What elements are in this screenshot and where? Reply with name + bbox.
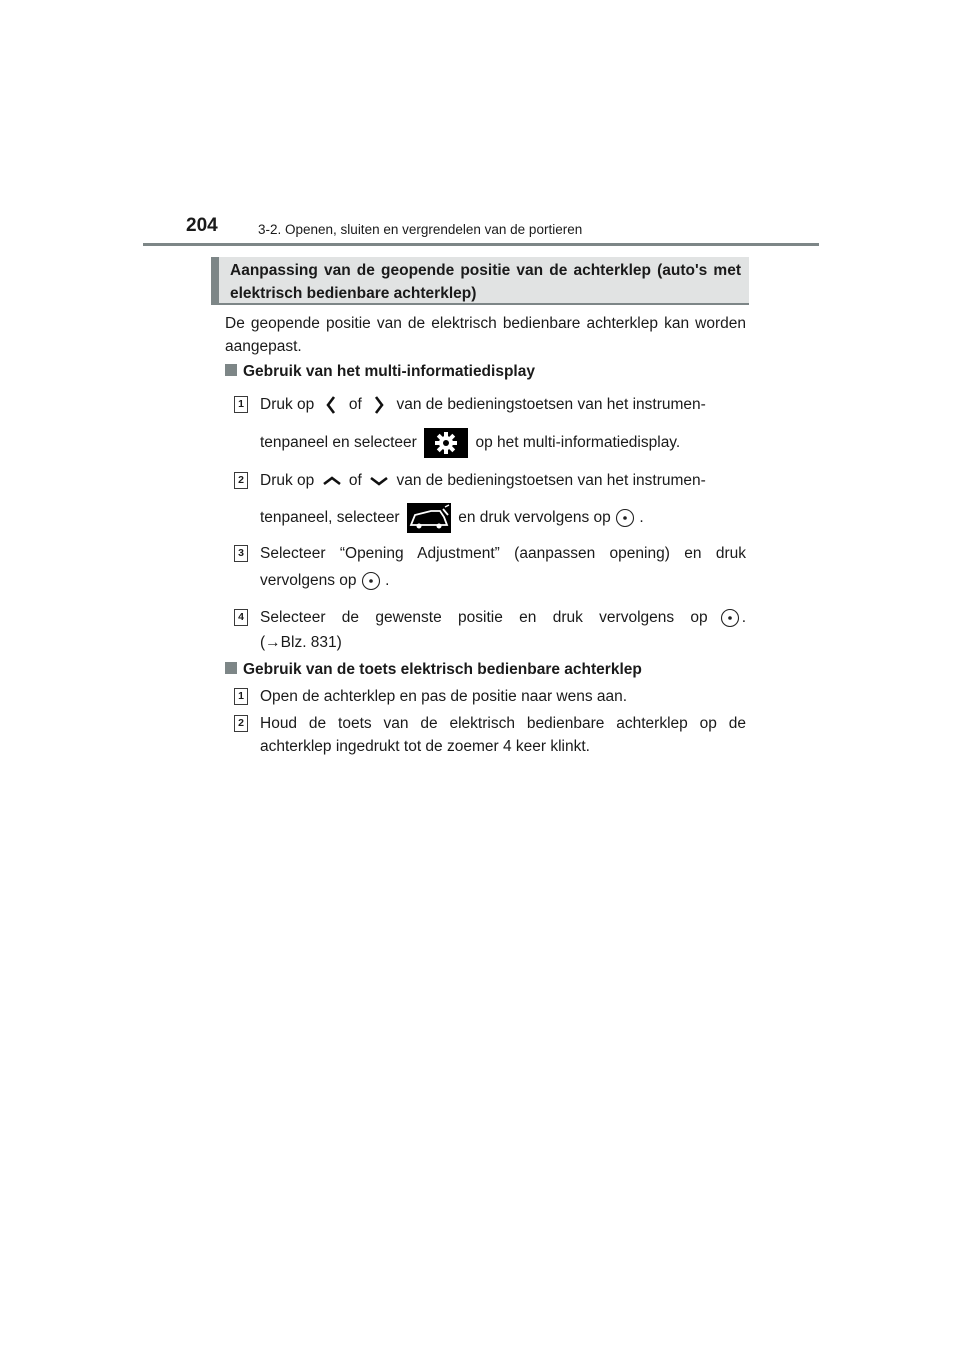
- gear-icon: [424, 428, 468, 458]
- step-text: op het multi-informatiedisplay.: [475, 434, 681, 452]
- subheading-tailgate-switch: [225, 658, 642, 681]
- step-text: Druk op: [260, 472, 315, 489]
- step-number-badge: 2: [234, 472, 248, 489]
- step-1-line-1: [260, 393, 746, 416]
- step-text: tenpaneel, selecteer: [260, 509, 400, 526]
- step-3-line-2: [260, 569, 746, 593]
- subheading-text: Gebruik van het multi-informatiedisplay: [243, 363, 535, 380]
- chevron-right-icon: [366, 394, 392, 416]
- step-text: vervolgens op: [260, 572, 357, 589]
- step-text: Open de achterklep en pas de positie naar wens aan.: [260, 688, 628, 705]
- step-number-badge: 4: [234, 609, 248, 626]
- subheading-multi-display: [225, 360, 535, 383]
- step-1-line-2: [260, 428, 746, 458]
- square-bullet-icon: [225, 662, 237, 674]
- step-text: .: [741, 609, 746, 626]
- step-2-line-1: [260, 469, 746, 492]
- ok-button-icon: [361, 571, 381, 591]
- chevron-down-icon: [366, 470, 392, 492]
- section-heading-box: Aanpassing van de geopende positie van de achterklep (auto's met elektrisch bedienbare achterklep): [211, 257, 749, 305]
- step-text: tenpaneel en selecteer: [260, 434, 417, 452]
- step-text: of: [348, 396, 362, 413]
- page-number: 204: [186, 215, 218, 236]
- header-rule: [143, 243, 819, 246]
- chevron-left-icon: [319, 394, 345, 416]
- square-bullet-icon: [225, 364, 237, 376]
- step-2-line-2: [260, 502, 746, 534]
- intro-paragraph: De geopende positie van de elektrisch bedienbare achterklep kan worden aangepast.: [225, 315, 746, 355]
- subheading-text: Gebruik van de toets elektrisch bedienbare achterklep: [243, 661, 642, 678]
- chevron-up-icon: [319, 470, 345, 492]
- step-text: Druk op: [260, 396, 315, 413]
- step-text: .: [385, 572, 390, 589]
- step-text: Selecteer de gewenste positie en druk vervolgens op: [260, 609, 708, 626]
- step-number-badge: 2: [234, 715, 248, 732]
- step-text: .: [639, 509, 644, 526]
- step-4-line-1: [260, 606, 746, 629]
- step-text: Houd de toets van de elektrisch bedienbare achterklep op de achterklep ingedrukt tot de zoemer 4 keer klinkt.: [260, 715, 746, 755]
- step-text: of: [348, 472, 362, 489]
- step-number-badge: 1: [234, 688, 248, 705]
- step-text: van de bedieningstoetsen van het instrumen-: [396, 396, 706, 413]
- running-header: 3-2. Openen, sluiten en vergrendelen van de portieren: [258, 222, 583, 237]
- step-text: van de bedieningstoetsen van het instrumen-: [396, 472, 706, 489]
- step-4-line-2: (→Blz. 831): [260, 634, 342, 651]
- step-number-badge: 3: [234, 545, 248, 562]
- step-3-line-1: Selecteer “Opening Adjustment” (aanpassen opening) en druk: [260, 545, 746, 562]
- ok-button-icon: [615, 508, 635, 528]
- step-number-badge: 1: [234, 396, 248, 413]
- vehicle-tailgate-icon: [407, 503, 451, 533]
- step-text: en druk vervolgens op: [458, 509, 611, 526]
- ok-button-icon: [720, 608, 740, 628]
